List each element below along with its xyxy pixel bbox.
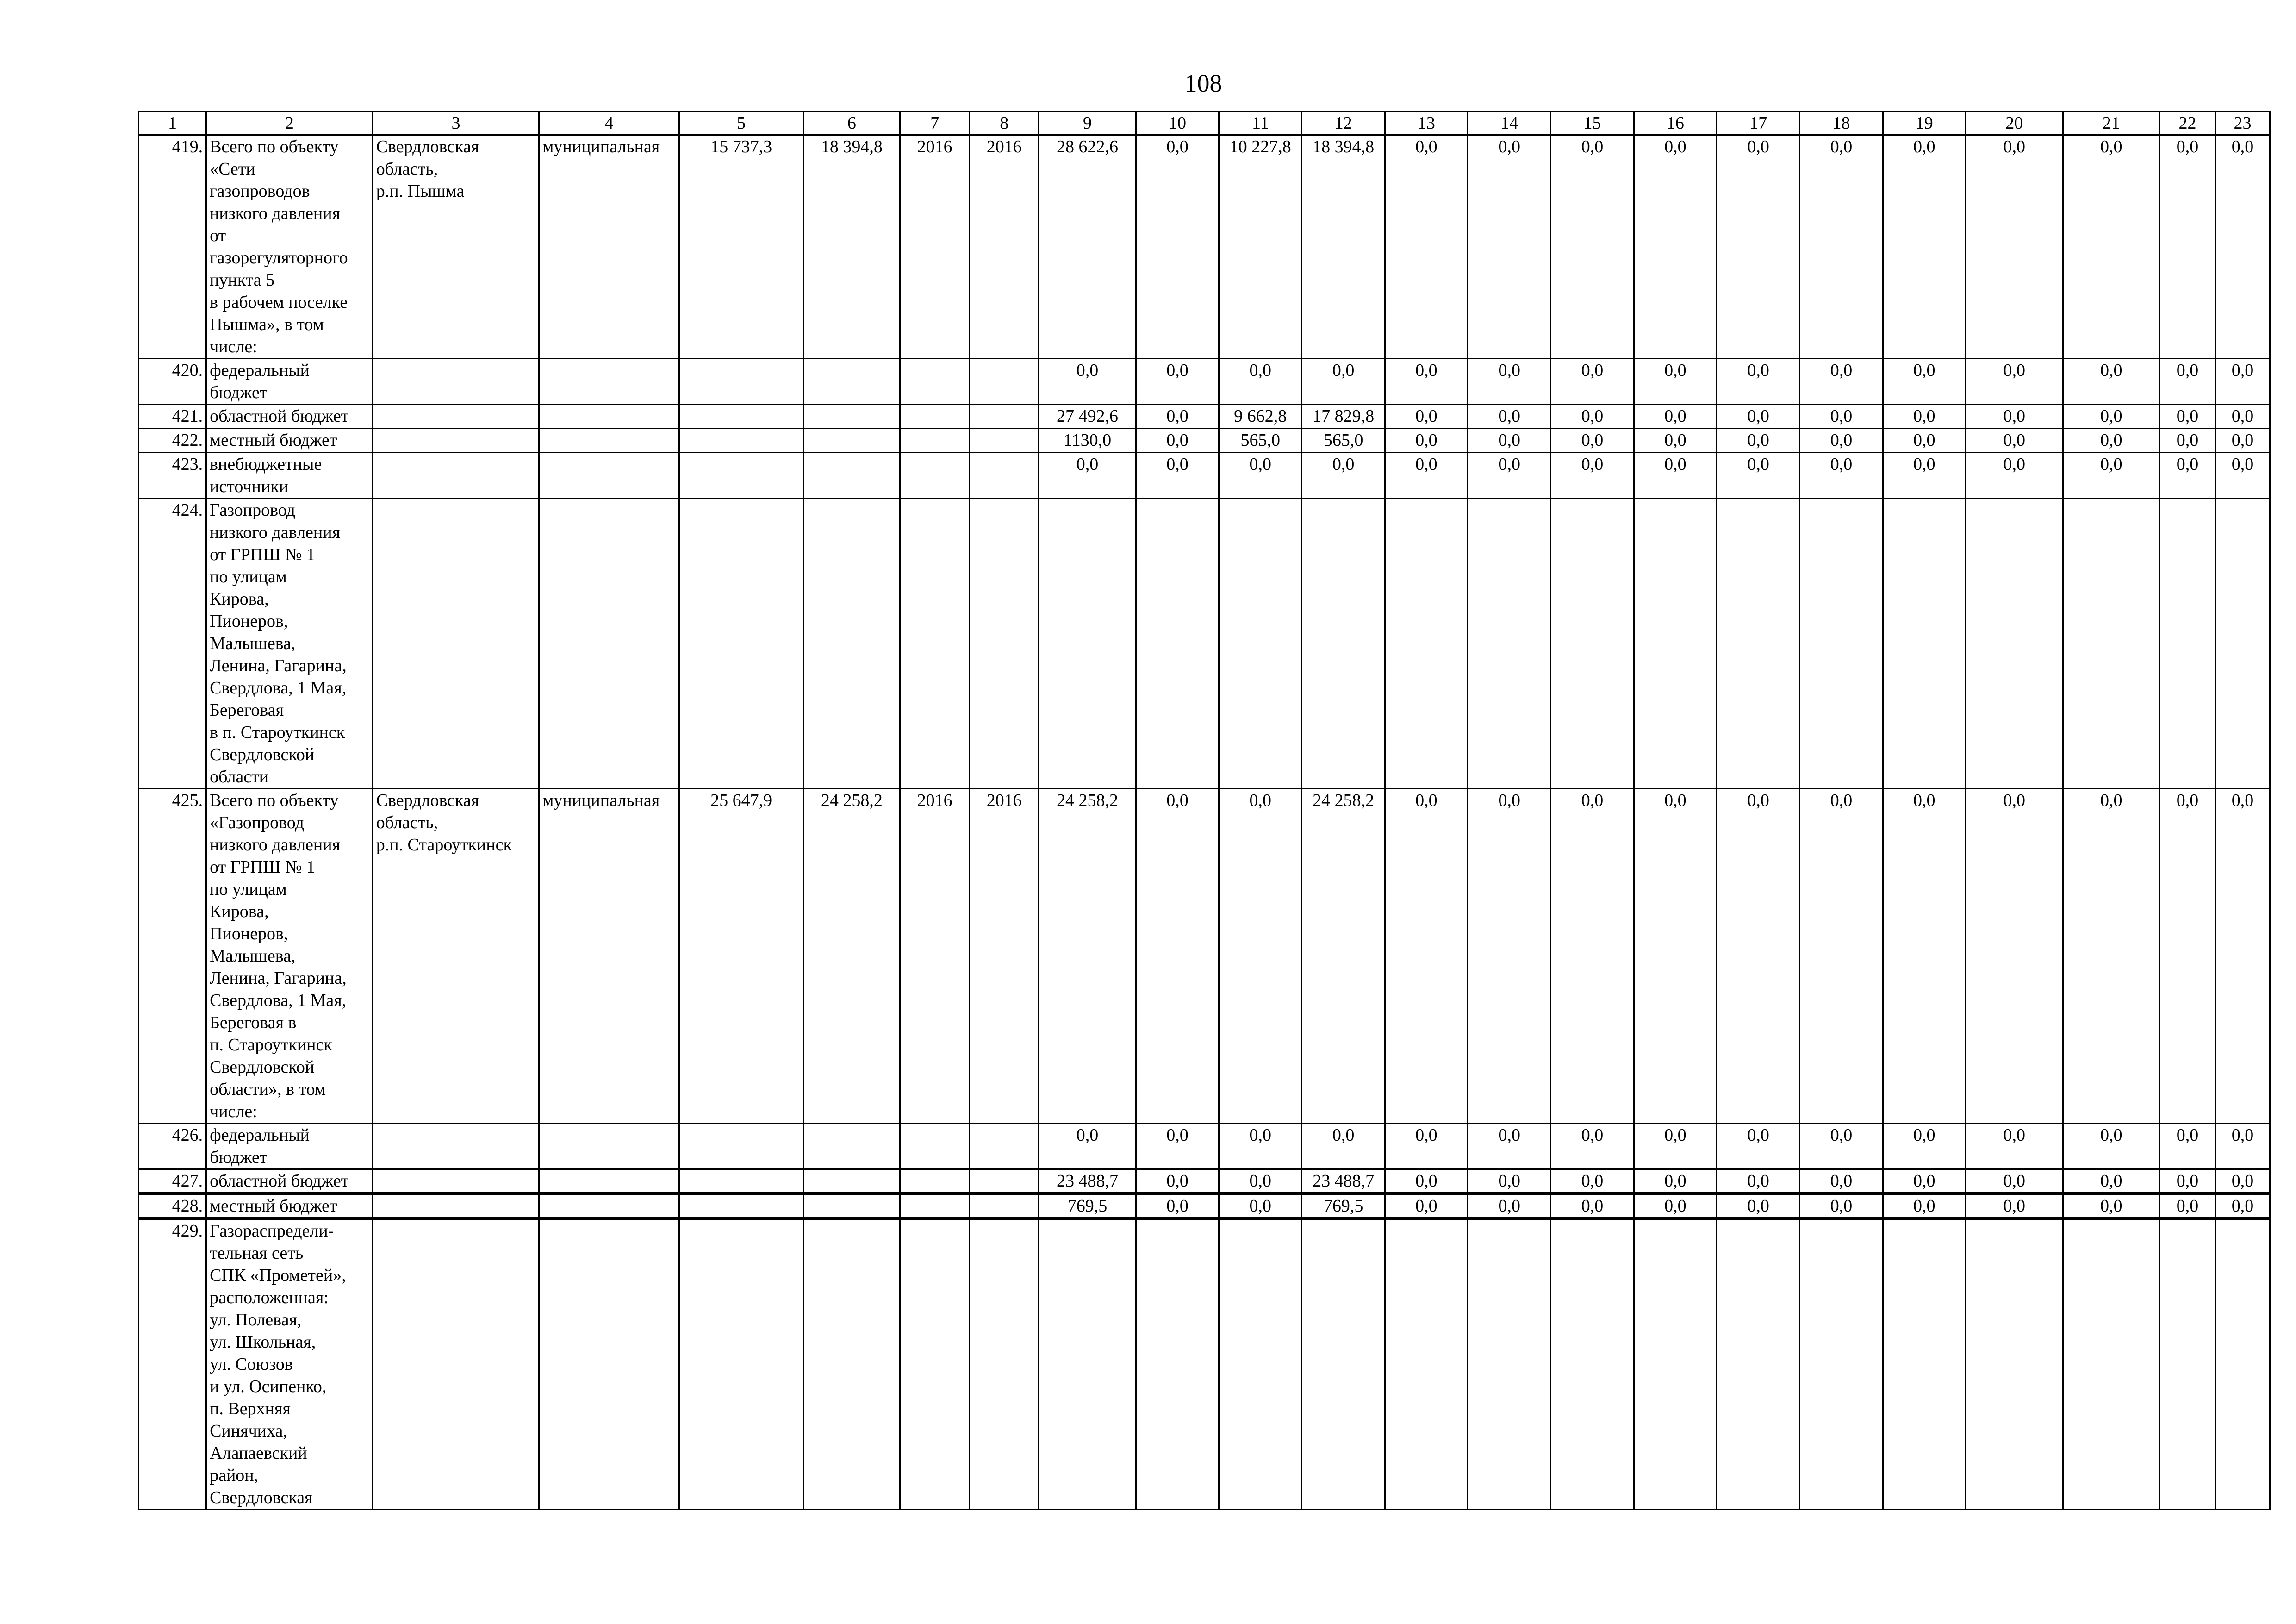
column-header-13: 13 (1385, 112, 1468, 135)
table-row (139, 405, 2270, 429)
cell-c7 (900, 359, 970, 405)
cell-c23: 0,0 (2215, 453, 2270, 499)
cell-c15 (1551, 1218, 1634, 1510)
cell-c15 (1551, 499, 1634, 789)
cell-c23 (2215, 499, 2270, 789)
cell-c7 (900, 429, 970, 453)
cell-c12 (1302, 1218, 1385, 1510)
cell-c9: 23 488,7 (1039, 1169, 1136, 1194)
cell-name: федеральный бюджет (206, 1124, 373, 1169)
cell-name: областной бюджет (206, 405, 373, 429)
cell-location (373, 429, 539, 453)
cell-c19 (1883, 499, 1966, 789)
cell-c13 (1385, 499, 1468, 789)
table-body (139, 112, 2270, 1510)
cell-c21: 0,0 (2063, 789, 2160, 1124)
cell-location (373, 1169, 539, 1194)
cell-c13: 0,0 (1385, 135, 1468, 359)
cell-num: 428. (139, 1193, 206, 1218)
cell-c22: 0,0 (2160, 135, 2215, 359)
cell-c10: 0,0 (1136, 405, 1219, 429)
cell-c23: 0,0 (2215, 135, 2270, 359)
cell-location (373, 1193, 539, 1218)
cell-c7: 2016 (900, 135, 970, 359)
cell-c11: 0,0 (1219, 453, 1302, 499)
cell-c20 (1966, 1218, 2063, 1510)
cell-c8 (970, 1218, 1039, 1510)
column-header-15: 15 (1551, 112, 1634, 135)
cell-ownership (539, 1124, 679, 1169)
cell-c5 (679, 453, 803, 499)
cell-c17: 0,0 (1717, 359, 1800, 405)
table-row (139, 453, 2270, 499)
cell-c9: 27 492,6 (1039, 405, 1136, 429)
cell-c22: 0,0 (2160, 359, 2215, 405)
cell-ownership: муниципальная (539, 789, 679, 1124)
cell-c15: 0,0 (1551, 453, 1634, 499)
cell-c14: 0,0 (1468, 359, 1551, 405)
cell-c12: 17 829,8 (1302, 405, 1385, 429)
cell-name: внебюджетные источники (206, 453, 373, 499)
cell-c8: 2016 (970, 789, 1039, 1124)
column-header-17: 17 (1717, 112, 1800, 135)
cell-c7 (900, 453, 970, 499)
cell-location (373, 405, 539, 429)
page-number: 108 (1184, 69, 1222, 97)
cell-c14: 0,0 (1468, 453, 1551, 499)
cell-c19 (1883, 1218, 1966, 1510)
cell-c23: 0,0 (2215, 1193, 2270, 1218)
cell-name: местный бюджет (206, 1193, 373, 1218)
column-header-12: 12 (1302, 112, 1385, 135)
cell-c11 (1219, 1218, 1302, 1510)
cell-c11: 0,0 (1219, 359, 1302, 405)
cell-c5: 25 647,9 (679, 789, 803, 1124)
cell-c8 (970, 1169, 1039, 1194)
cell-c21: 0,0 (2063, 453, 2160, 499)
cell-c5: 15 737,3 (679, 135, 803, 359)
cell-c21: 0,0 (2063, 1169, 2160, 1194)
cell-name: Всего по объекту «Газопровод низкого давления от ГРПШ № 1 по улицам Кирова, Пионеров, Малышева, Ленина, Гагарина, Свердлова, 1 Мая, Береговая в п. Староуткинск Свердловской области», в том числе: (206, 789, 373, 1124)
cell-c12: 0,0 (1302, 359, 1385, 405)
cell-ownership: муниципальная (539, 135, 679, 359)
cell-c9: 0,0 (1039, 1124, 1136, 1169)
cell-c15: 0,0 (1551, 135, 1634, 359)
cell-c17: 0,0 (1717, 405, 1800, 429)
cell-c10: 0,0 (1136, 1124, 1219, 1169)
cell-c13: 0,0 (1385, 789, 1468, 1124)
cell-c10: 0,0 (1136, 359, 1219, 405)
cell-name: областной бюджет (206, 1169, 373, 1194)
cell-c11: 0,0 (1219, 789, 1302, 1124)
column-header-1: 1 (139, 112, 206, 135)
cell-c20 (1966, 499, 2063, 789)
column-header-6: 6 (803, 112, 900, 135)
cell-c14 (1468, 1218, 1551, 1510)
cell-c20: 0,0 (1966, 429, 2063, 453)
cell-c16: 0,0 (1634, 1169, 1717, 1194)
cell-c5 (679, 405, 803, 429)
cell-ownership (539, 1193, 679, 1218)
cell-num: 419. (139, 135, 206, 359)
cell-c16: 0,0 (1634, 429, 1717, 453)
cell-c14: 0,0 (1468, 429, 1551, 453)
column-header-23: 23 (2215, 112, 2270, 135)
cell-name: Газопровод низкого давления от ГРПШ № 1 по улицам Кирова, Пионеров, Малышева, Ленина, Гагарина, Свердлова, 1 Мая, Береговая в п. Староуткинск Свердловской области (206, 499, 373, 789)
cell-c18 (1800, 499, 1883, 789)
cell-c19: 0,0 (1883, 405, 1966, 429)
cell-c13: 0,0 (1385, 1169, 1468, 1194)
cell-c22 (2160, 499, 2215, 789)
cell-c21 (2063, 1218, 2160, 1510)
cell-c13: 0,0 (1385, 429, 1468, 453)
cell-c21: 0,0 (2063, 135, 2160, 359)
cell-c17: 0,0 (1717, 1193, 1800, 1218)
cell-c17: 0,0 (1717, 1169, 1800, 1194)
cell-c16: 0,0 (1634, 1124, 1717, 1169)
table-row (139, 499, 2270, 789)
cell-c23: 0,0 (2215, 789, 2270, 1124)
cell-c6: 24 258,2 (803, 789, 900, 1124)
cell-c20: 0,0 (1966, 1169, 2063, 1194)
cell-c7 (900, 405, 970, 429)
cell-c23: 0,0 (2215, 405, 2270, 429)
cell-c6: 18 394,8 (803, 135, 900, 359)
cell-c14: 0,0 (1468, 789, 1551, 1124)
cell-c18: 0,0 (1800, 1193, 1883, 1218)
cell-c8 (970, 405, 1039, 429)
cell-c19: 0,0 (1883, 453, 1966, 499)
cell-c12: 23 488,7 (1302, 1169, 1385, 1194)
cell-name: Всего по объекту «Сети газопроводов низкого давления от газорегуляторного пункта 5 в рабочем поселке Пышма», в том числе: (206, 135, 373, 359)
cell-c12: 565,0 (1302, 429, 1385, 453)
cell-c11: 0,0 (1219, 1124, 1302, 1169)
cell-c23 (2215, 1218, 2270, 1510)
table-row (139, 135, 2270, 359)
cell-c22: 0,0 (2160, 453, 2215, 499)
cell-num: 424. (139, 499, 206, 789)
cell-c5 (679, 1218, 803, 1510)
cell-c11: 0,0 (1219, 1169, 1302, 1194)
cell-c8 (970, 429, 1039, 453)
cell-c6 (803, 405, 900, 429)
cell-c23: 0,0 (2215, 1169, 2270, 1194)
cell-c23: 0,0 (2215, 1124, 2270, 1169)
cell-c13 (1385, 1218, 1468, 1510)
cell-c7 (900, 1193, 970, 1218)
cell-c16: 0,0 (1634, 453, 1717, 499)
cell-c21: 0,0 (2063, 1193, 2160, 1218)
cell-c21: 0,0 (2063, 405, 2160, 429)
cell-c22: 0,0 (2160, 789, 2215, 1124)
cell-c21 (2063, 499, 2160, 789)
cell-c9: 1130,0 (1039, 429, 1136, 453)
cell-c8 (970, 1124, 1039, 1169)
cell-c9: 0,0 (1039, 359, 1136, 405)
column-header-22: 22 (2160, 112, 2215, 135)
cell-c22: 0,0 (2160, 1124, 2215, 1169)
cell-c12: 0,0 (1302, 1124, 1385, 1169)
column-header-11: 11 (1219, 112, 1302, 135)
cell-c22: 0,0 (2160, 1193, 2215, 1218)
cell-c13: 0,0 (1385, 453, 1468, 499)
cell-c23: 0,0 (2215, 359, 2270, 405)
cell-c5 (679, 359, 803, 405)
cell-c20: 0,0 (1966, 405, 2063, 429)
cell-c23: 0,0 (2215, 429, 2270, 453)
cell-c18: 0,0 (1800, 789, 1883, 1124)
cell-c12 (1302, 499, 1385, 789)
cell-c14: 0,0 (1468, 1124, 1551, 1169)
cell-c9 (1039, 1218, 1136, 1510)
cell-c17: 0,0 (1717, 429, 1800, 453)
cell-c18: 0,0 (1800, 429, 1883, 453)
cell-c7 (900, 1124, 970, 1169)
cell-ownership (539, 429, 679, 453)
table-row (139, 1218, 2270, 1510)
column-header-2: 2 (206, 112, 373, 135)
cell-c5 (679, 1124, 803, 1169)
cell-c7 (900, 1218, 970, 1510)
cell-c12: 769,5 (1302, 1193, 1385, 1218)
cell-c19: 0,0 (1883, 135, 1966, 359)
cell-ownership (539, 1169, 679, 1194)
column-header-3: 3 (373, 112, 539, 135)
cell-c20: 0,0 (1966, 789, 2063, 1124)
cell-c6 (803, 453, 900, 499)
cell-c16: 0,0 (1634, 1193, 1717, 1218)
cell-c6 (803, 429, 900, 453)
cell-num: 420. (139, 359, 206, 405)
cell-c5 (679, 1193, 803, 1218)
column-header-14: 14 (1468, 112, 1551, 135)
cell-c14: 0,0 (1468, 405, 1551, 429)
cell-name: местный бюджет (206, 429, 373, 453)
cell-c6 (803, 1218, 900, 1510)
cell-c19: 0,0 (1883, 429, 1966, 453)
cell-c11: 565,0 (1219, 429, 1302, 453)
cell-c13: 0,0 (1385, 1193, 1468, 1218)
table-row (139, 429, 2270, 453)
cell-ownership (539, 405, 679, 429)
cell-c8: 2016 (970, 135, 1039, 359)
cell-c6 (803, 1193, 900, 1218)
cell-c15: 0,0 (1551, 1169, 1634, 1194)
cell-c15: 0,0 (1551, 1124, 1634, 1169)
cell-c11 (1219, 499, 1302, 789)
column-header-8: 8 (970, 112, 1039, 135)
cell-c6 (803, 1169, 900, 1194)
cell-c10: 0,0 (1136, 1193, 1219, 1218)
cell-num: 427. (139, 1169, 206, 1194)
cell-c15: 0,0 (1551, 1193, 1634, 1218)
cell-c18: 0,0 (1800, 453, 1883, 499)
column-header-18: 18 (1800, 112, 1883, 135)
table-row (139, 359, 2270, 405)
cell-c17: 0,0 (1717, 789, 1800, 1124)
column-header-21: 21 (2063, 112, 2160, 135)
cell-location (373, 499, 539, 789)
cell-c20: 0,0 (1966, 1193, 2063, 1218)
cell-c9: 28 622,6 (1039, 135, 1136, 359)
cell-c5 (679, 429, 803, 453)
cell-c11: 10 227,8 (1219, 135, 1302, 359)
cell-c13: 0,0 (1385, 405, 1468, 429)
column-header-16: 16 (1634, 112, 1717, 135)
cell-c18: 0,0 (1800, 135, 1883, 359)
cell-c10: 0,0 (1136, 453, 1219, 499)
cell-c22: 0,0 (2160, 429, 2215, 453)
cell-c19: 0,0 (1883, 1124, 1966, 1169)
cell-c16: 0,0 (1634, 135, 1717, 359)
cell-c22: 0,0 (2160, 405, 2215, 429)
cell-num: 429. (139, 1218, 206, 1510)
column-header-5: 5 (679, 112, 803, 135)
cell-c6 (803, 499, 900, 789)
cell-c15: 0,0 (1551, 405, 1634, 429)
column-header-4: 4 (539, 112, 679, 135)
cell-location (373, 1218, 539, 1510)
cell-c15: 0,0 (1551, 359, 1634, 405)
cell-c18: 0,0 (1800, 1124, 1883, 1169)
cell-c21: 0,0 (2063, 429, 2160, 453)
cell-c17 (1717, 499, 1800, 789)
cell-c7: 2016 (900, 789, 970, 1124)
cell-location: Свердловская область, р.п. Пышма (373, 135, 539, 359)
cell-c15: 0,0 (1551, 789, 1634, 1124)
cell-c16: 0,0 (1634, 405, 1717, 429)
cell-c6 (803, 359, 900, 405)
cell-c16 (1634, 499, 1717, 789)
cell-c14: 0,0 (1468, 1169, 1551, 1194)
cell-c20: 0,0 (1966, 453, 2063, 499)
cell-c22 (2160, 1218, 2215, 1510)
cell-c16 (1634, 1218, 1717, 1510)
cell-c11: 0,0 (1219, 1193, 1302, 1218)
cell-ownership (539, 359, 679, 405)
cell-c8 (970, 453, 1039, 499)
column-header-20: 20 (1966, 112, 2063, 135)
cell-num: 423. (139, 453, 206, 499)
cell-c15: 0,0 (1551, 429, 1634, 453)
cell-c13: 0,0 (1385, 359, 1468, 405)
cell-c5 (679, 499, 803, 789)
cell-c17: 0,0 (1717, 453, 1800, 499)
cell-c10 (1136, 499, 1219, 789)
cell-location (373, 453, 539, 499)
cell-c5 (679, 1169, 803, 1194)
cell-c9: 0,0 (1039, 453, 1136, 499)
column-number-row (139, 112, 2270, 135)
cell-c14: 0,0 (1468, 135, 1551, 359)
cell-c14 (1468, 499, 1551, 789)
cell-c12: 18 394,8 (1302, 135, 1385, 359)
budget-table (138, 111, 2271, 1510)
table-row (139, 789, 2270, 1124)
cell-c18 (1800, 1218, 1883, 1510)
cell-c19: 0,0 (1883, 789, 1966, 1124)
cell-num: 426. (139, 1124, 206, 1169)
cell-location (373, 359, 539, 405)
cell-c9: 769,5 (1039, 1193, 1136, 1218)
cell-c21: 0,0 (2063, 359, 2160, 405)
cell-c17: 0,0 (1717, 135, 1800, 359)
cell-c8 (970, 499, 1039, 789)
cell-c18: 0,0 (1800, 1169, 1883, 1194)
cell-c22: 0,0 (2160, 1169, 2215, 1194)
cell-name: федеральный бюджет (206, 359, 373, 405)
cell-ownership (539, 1218, 679, 1510)
column-header-7: 7 (900, 112, 970, 135)
cell-c21: 0,0 (2063, 1124, 2160, 1169)
cell-c7 (900, 1169, 970, 1194)
cell-c13: 0,0 (1385, 1124, 1468, 1169)
cell-c8 (970, 359, 1039, 405)
cell-c19: 0,0 (1883, 1193, 1966, 1218)
cell-location (373, 1124, 539, 1169)
cell-ownership (539, 453, 679, 499)
column-header-19: 19 (1883, 112, 1966, 135)
cell-c12: 24 258,2 (1302, 789, 1385, 1124)
cell-ownership (539, 499, 679, 789)
cell-c20: 0,0 (1966, 135, 2063, 359)
column-header-9: 9 (1039, 112, 1136, 135)
cell-c10 (1136, 1218, 1219, 1510)
cell-c9: 24 258,2 (1039, 789, 1136, 1124)
cell-c8 (970, 1193, 1039, 1218)
cell-c7 (900, 499, 970, 789)
cell-c9 (1039, 499, 1136, 789)
cell-c10: 0,0 (1136, 789, 1219, 1124)
cell-c10: 0,0 (1136, 135, 1219, 359)
cell-c14: 0,0 (1468, 1193, 1551, 1218)
cell-c19: 0,0 (1883, 359, 1966, 405)
cell-c20: 0,0 (1966, 359, 2063, 405)
cell-num: 425. (139, 789, 206, 1124)
column-header-10: 10 (1136, 112, 1219, 135)
cell-c20: 0,0 (1966, 1124, 2063, 1169)
cell-location: Свердловская область, р.п. Староуткинск (373, 789, 539, 1124)
cell-name: Газораспредели- тельная сеть СПК «Прометей», расположенная: ул. Полевая, ул. Школьная, ул. Союзов и ул. Осипенко, п. Верхняя Синячиха, Алапаевский район, Свердловская (206, 1218, 373, 1510)
cell-c6 (803, 1124, 900, 1169)
table-row (139, 1169, 2270, 1194)
cell-num: 421. (139, 405, 206, 429)
cell-c11: 9 662,8 (1219, 405, 1302, 429)
table-row (139, 1193, 2270, 1218)
cell-c18: 0,0 (1800, 405, 1883, 429)
cell-c10: 0,0 (1136, 429, 1219, 453)
cell-c10: 0,0 (1136, 1169, 1219, 1194)
cell-c19: 0,0 (1883, 1169, 1966, 1194)
cell-c18: 0,0 (1800, 359, 1883, 405)
cell-c17 (1717, 1218, 1800, 1510)
cell-c16: 0,0 (1634, 359, 1717, 405)
cell-num: 422. (139, 429, 206, 453)
cell-c12: 0,0 (1302, 453, 1385, 499)
cell-c17: 0,0 (1717, 1124, 1800, 1169)
cell-c16: 0,0 (1634, 789, 1717, 1124)
table-row (139, 1124, 2270, 1169)
